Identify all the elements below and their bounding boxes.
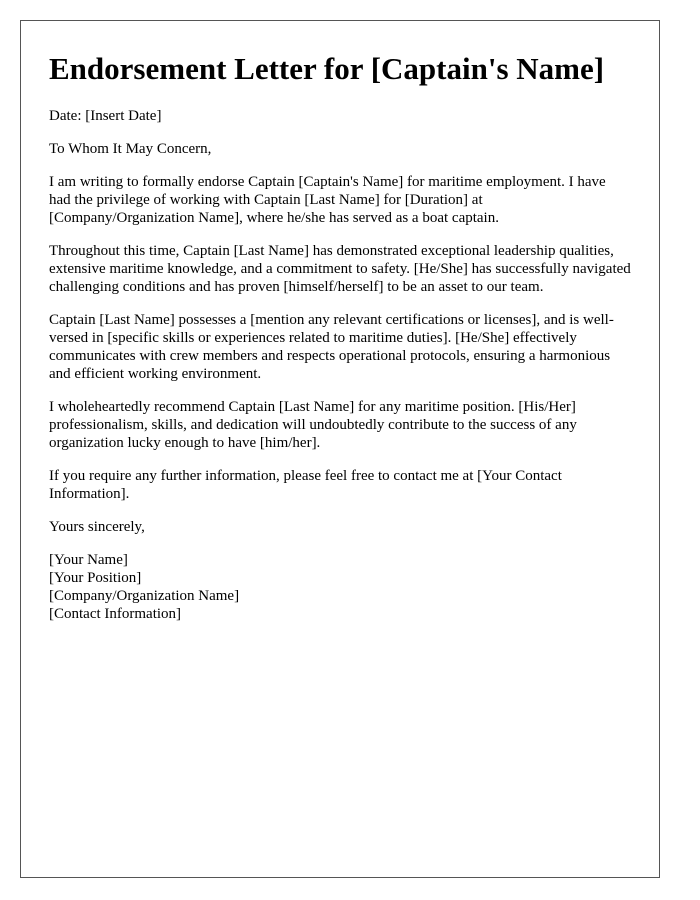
signature-contact: [Contact Information]: [49, 606, 182, 622]
letter-salutation: To Whom It May Concern,: [49, 141, 212, 157]
letter-title: Endorsement Letter for [Captain's Name]: [49, 51, 605, 86]
letter-paragraph-recommendation: I wholeheartedly recommend Captain [Last Name] for any maritime position. [His/Her] professionalism, skills, and dedication will undoubtedly contribute to the success of any organization lucky enough to have [him/her].: [49, 399, 577, 451]
letter-paragraph-introduction: I am writing to formally endorse Captain [Captain's Name] for maritime employment. I have had the privilege of working with Captain [Last Name] for [Duration] at [Company/Organization Name], where he/she has served as a boat captain.: [49, 174, 606, 226]
signature-block: [49, 551, 631, 623]
letter-date: Date: [Insert Date]: [49, 108, 162, 124]
letter-paragraph-experience: Throughout this time, Captain [Last Name] has demonstrated exceptional leadership qualities, extensive maritime knowledge, and a commitment to safety. [He/She] has successfully navigated challenging conditions and has proven [himself/herself] to be an asset to our team.: [49, 243, 631, 295]
signature-name: [Your Name]: [49, 552, 128, 568]
letter-page: [20, 20, 660, 878]
signature-company: [Company/Organization Name]: [49, 588, 240, 604]
letter-closing: Yours sincerely,: [49, 519, 145, 535]
letter-paragraph-contact: If you require any further information, please feel free to contact me at [Your Contact Information].: [49, 468, 562, 502]
signature-position: [Your Position]: [49, 570, 142, 586]
letter-paragraph-skills: Captain [Last Name] possesses a [mention any relevant certifications or licenses], and is well-versed in [specific skills or experiences related to maritime duties]. [He/She] effectively communicates with crew members and respects operational protocols, ensuring a harmonious and efficient working environment.: [49, 312, 614, 382]
